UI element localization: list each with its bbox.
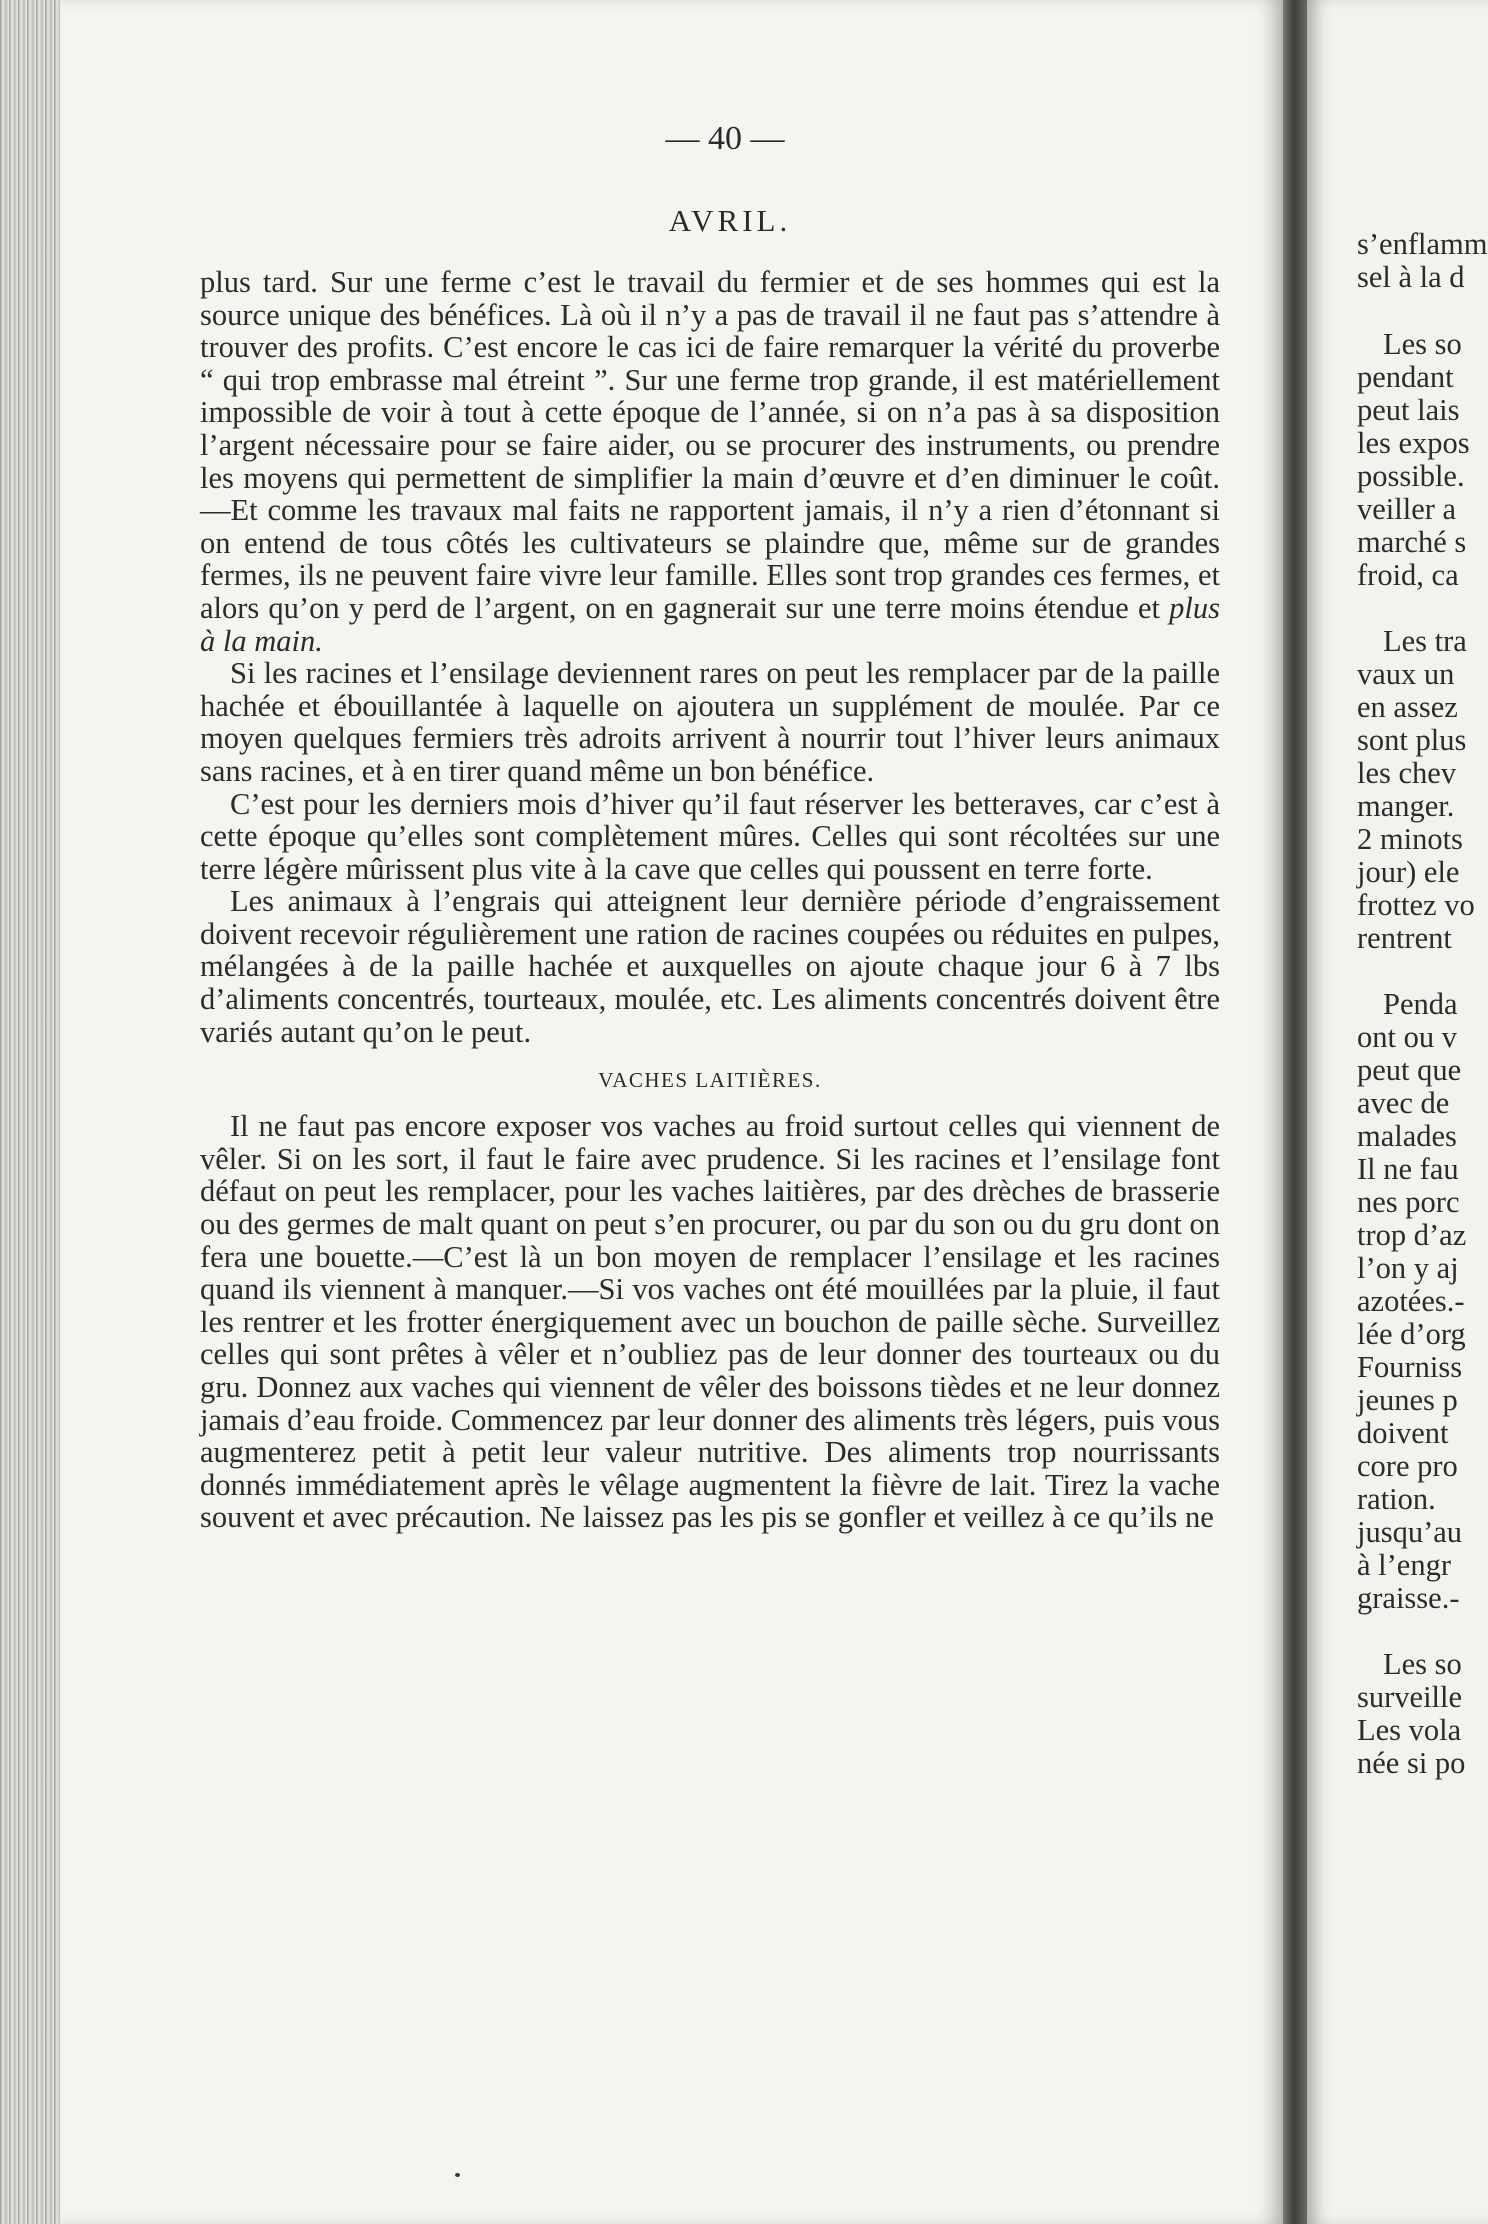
emphasis-text: plus à la main.: [200, 590, 1220, 658]
right-page-line: peut que: [1357, 1053, 1462, 1087]
right-page-line: les expos: [1357, 426, 1470, 460]
right-page-line: froid, ca: [1357, 558, 1459, 592]
month-title: AVRIL.: [668, 203, 792, 238]
page-number: — 40 —: [665, 120, 785, 157]
right-page-line: frottez vo: [1357, 888, 1475, 922]
right-page-line: Les so: [1383, 327, 1462, 361]
right-page-line: core pro: [1357, 1449, 1458, 1483]
right-page-line: vaux un: [1357, 657, 1455, 691]
book-gutter: [1283, 0, 1307, 2224]
right-page-line: jusqu’au: [1357, 1515, 1463, 1549]
section-heading: VACHES LAITIÈRES.: [598, 1068, 822, 1093]
right-page-line: Penda: [1383, 987, 1458, 1021]
right-page-line: sont plus: [1357, 723, 1467, 757]
ink-speck: [455, 2173, 460, 2177]
right-page-line: ont ou v: [1357, 1020, 1457, 1054]
right-page-line: jour) ele: [1357, 855, 1460, 889]
right-page-line: marché s: [1357, 525, 1467, 559]
right-page-line: à l’engr: [1357, 1548, 1451, 1582]
paragraph: Si les racines et l’ensilage deviennent rares on peut les remplacer par de la paille hachée et ébouillantée à laquelle on ajoutera un supplément de moulée. Par ce moyen quelques fermiers très adroits arrivent à nourrir tout l’hiver leurs animaux sans racines, et à en tirer quand même un bon bénéfice.: [200, 656, 1220, 788]
right-page-line: sel à la d: [1357, 260, 1465, 294]
right-page-line: ration.: [1357, 1482, 1436, 1516]
paragraph: Il ne faut pas encore exposer vos vaches au froid surtout celles qui viennent de vêler. Si on les sort, il faut le faire avec prudence. Si les racines et l’ensilage font défaut on peut les remplacer, pour les vaches laitières, par des drèches de brasserie ou des germes de malt quant on peut s’en procurer, ou par du son ou du gru dont on fera une bouette.—C’est là un bon moyen de remplacer l’ensilage et les racines quand ils viennent à manquer.—Si vos vaches ont été mouillées par la pluie, il faut les rentrer et les frotter énergiquement avec un bouchon de paille sèche. Surveillez celles qui sont prêtes à vêler et n’oubliez pas de leur donner des tourteaux ou du gru. Donnez aux vaches qui viennent de vêler des boissons tièdes et ne leur donnez jamais d’eau froide. Commencez par leur donner des aliments très légers, puis vous augmenterez petit à petit leur valeur nutritive. Des aliments trop nourrissants donnés immédiatement après le vêlage augmentent la fièvre de lait. Tirez la vache souvent et avec précaution. Ne laissez pas les pis se gonfler et veillez à ce qu’ils ne: [200, 1109, 1220, 1535]
right-page-line: pendant: [1357, 360, 1454, 394]
right-page-line: nes porc: [1357, 1185, 1460, 1219]
right-page-line: les chev: [1357, 756, 1457, 790]
right-page-line: graisse.-: [1357, 1581, 1460, 1615]
right-page-line: Fourniss: [1357, 1350, 1463, 1384]
right-page-line: avec de: [1357, 1086, 1450, 1120]
right-page: [1307, 0, 1488, 2224]
right-page-line: azotées.-: [1357, 1284, 1465, 1318]
right-page-line: rentrent: [1357, 921, 1452, 955]
right-page-line: doivent: [1357, 1416, 1449, 1450]
right-page-line: Les so: [1383, 1647, 1462, 1681]
paragraph: [200, 266, 1220, 657]
right-page-line: malades: [1357, 1119, 1457, 1153]
paragraph: C’est pour les derniers mois d’hiver qu’il faut réserver les betteraves, car c’est à cette époque qu’elles sont complètement mûres. Celles qui sont récoltées sur une terre légère mûrissent plus vite à la cave que celles qui poussent en terre forte.: [200, 786, 1220, 886]
paragraph: Les animaux à l’engrais qui atteignent leur dernière période d’engraissement doivent recevoir régulièrement une ration de racines coupées ou réduites en pulpes, mélangées à de la paille hachée et auxquelles on ajoute chaque jour 6 à 7 lbs d’aliments concentrés, tourteaux, moulée, etc. Les aliments concentrés doivent être variés autant qu’on le peut.: [200, 884, 1220, 1049]
right-page-line: en assez: [1357, 690, 1458, 724]
right-page-line: manger.: [1357, 789, 1455, 823]
right-page-line: Les tra: [1383, 624, 1467, 658]
right-page-line: veiller a: [1357, 492, 1457, 526]
right-page-line: lée d’org: [1357, 1317, 1466, 1351]
right-page-line: Les vola: [1357, 1713, 1462, 1747]
right-page-line: Il ne fau: [1357, 1152, 1459, 1186]
right-page-line: peut lais: [1357, 393, 1460, 427]
page-body: [200, 266, 1220, 1534]
right-page-line: l’on y aj: [1357, 1251, 1459, 1285]
paragraph-text: plus tard. Sur une ferme c’est le travail du fermier et de ses hommes qui est la source unique des bénéfices. Là où il n’y a pas de travail il ne faut pas s’attendre à trouver des profits. C’est encore le cas ici de faire remarquer la vérité du proverbe “ qui trop embrasse mal étreint ”. Sur une ferme trop grande, il est matériellement impossible de voir à tout à cette époque de l’année, si on n’a pas à sa disposition l’argent nécessaire pour se faire aider, ou se procurer des instruments, ou prendre les moyens qui permettent de simplifier la main d’œuvre et d’en diminuer le coût.—Et comme les travaux mal faits ne rapportent jamais, il n’y a rien d’étonnant si on entend de tous côtés les cultivateurs se plaindre que, même sur de grandes fermes, ils ne peuvent faire vivre leur famille. Elles sont trop grandes ces fermes, et alors qu’on y perd de l’argent, on en gagnerait sur une terre moins étendue et: [200, 265, 1220, 625]
right-page-line: trop d’az: [1357, 1218, 1467, 1252]
right-page-line: née si po: [1357, 1746, 1466, 1780]
right-page-line: surveille: [1357, 1680, 1463, 1714]
right-page-line: s’enflamm: [1357, 227, 1488, 261]
right-page-line: jeunes p: [1357, 1383, 1458, 1417]
right-page-line: 2 minots: [1357, 822, 1463, 856]
right-page-line: possible.: [1357, 459, 1465, 493]
